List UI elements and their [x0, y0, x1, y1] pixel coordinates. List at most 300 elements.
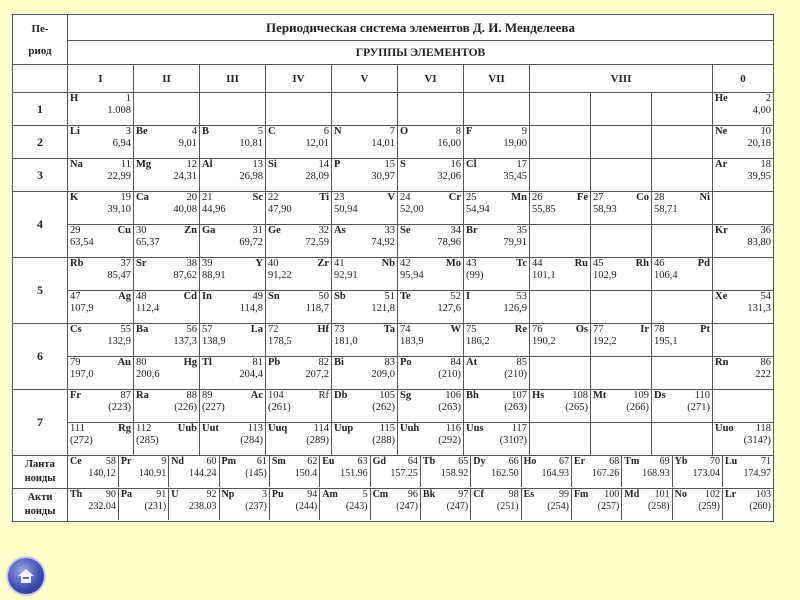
atomic-number: 99: [558, 489, 569, 500]
atomic-number: 42: [400, 258, 411, 269]
atomic-mass: (314?): [743, 435, 771, 446]
empty-cell: [713, 390, 774, 423]
empty-cell: [530, 423, 591, 456]
element-symbol: In: [202, 291, 212, 302]
atomic-mass: 162.50: [491, 468, 519, 479]
atomic-mass: (272): [70, 435, 93, 446]
atomic-mass: 44,96: [202, 204, 226, 215]
element-symbol: Hf: [317, 324, 329, 335]
element-cell: [713, 225, 774, 258]
atomic-mass: 106,4: [654, 270, 678, 281]
atomic-mass: (257): [597, 501, 620, 512]
element-symbol: Rf: [318, 390, 329, 401]
element-symbol: Mo: [445, 258, 461, 269]
periodic-table-sheet: [12, 14, 774, 522]
empty-cell: [398, 93, 464, 126]
series-element-cell: [169, 489, 219, 520]
element-symbol: Sb: [334, 291, 346, 302]
element-cell: [134, 357, 200, 390]
element-symbol: Xe: [715, 291, 728, 302]
atomic-number: 82: [318, 357, 329, 368]
series-element-cell: [269, 489, 319, 520]
element-cell: [398, 225, 464, 258]
element-cell: [530, 390, 591, 423]
atomic-mass: 58,71: [654, 204, 678, 215]
series-element-cell: [370, 489, 420, 520]
atomic-mass: 114,8: [239, 303, 263, 314]
atomic-number: 54: [760, 291, 771, 302]
home-arrow-icon[interactable]: [8, 558, 44, 594]
empty-cell: [652, 357, 713, 390]
atomic-mass: 47,90: [268, 204, 292, 215]
atomic-mass: 54,94: [466, 204, 490, 215]
atomic-mass: 118,7: [305, 303, 329, 314]
atomic-mass: 85,47: [107, 270, 131, 281]
atomic-mass: 83,80: [747, 237, 771, 248]
element-symbol: Ca: [136, 192, 149, 203]
element-cell: [332, 390, 398, 423]
atomic-number: 80: [136, 357, 147, 368]
element-symbol: Ag: [118, 291, 131, 302]
atomic-mass: (265): [565, 402, 588, 413]
atomic-mass: 138,9: [202, 336, 226, 347]
atomic-number: 68: [609, 456, 620, 467]
element-symbol: U: [171, 489, 179, 500]
element-symbol: As: [334, 225, 346, 236]
element-cell: [68, 357, 134, 390]
atomic-mass: 65,37: [136, 237, 160, 248]
atomic-mass: (210): [504, 369, 527, 380]
element-symbol: Si: [268, 159, 277, 170]
empty-cell: [530, 126, 591, 159]
element-symbol: He: [715, 93, 728, 104]
atomic-mass: (285): [136, 435, 159, 446]
atomic-number: 2: [765, 93, 771, 104]
series-element-cell: [622, 456, 672, 487]
atomic-mass: 39,10: [107, 204, 131, 215]
period-row: [13, 258, 774, 291]
atomic-mass: (244): [295, 501, 318, 512]
element-cell: [266, 225, 332, 258]
element-symbol: F: [466, 126, 473, 137]
series-element-cell: [672, 456, 722, 487]
atomic-mass: 50,94: [334, 204, 358, 215]
atomic-number: 78: [654, 324, 665, 335]
element-symbol: Pu: [271, 489, 284, 500]
atomic-mass: 6,94: [112, 138, 131, 149]
period-row: [13, 324, 774, 357]
element-symbol: Mn: [511, 192, 527, 203]
period-number: 5: [13, 258, 68, 324]
actinides-inner-table: [68, 489, 773, 520]
element-cell: [464, 225, 530, 258]
atomic-mass: 151.96: [340, 468, 368, 479]
series-element-cell: [521, 456, 571, 487]
empty-cell: [134, 93, 200, 126]
atomic-number: 70: [709, 456, 720, 467]
atomic-number: 104: [268, 390, 284, 401]
element-symbol: Tm: [624, 456, 640, 467]
element-symbol: Os: [575, 324, 588, 335]
element-cell: [398, 159, 464, 192]
atomic-mass: 131,3: [747, 303, 771, 314]
empty-cell: [530, 159, 591, 192]
atomic-number: 6: [323, 126, 329, 137]
element-symbol: Ir: [640, 324, 649, 335]
element-cell: [200, 192, 266, 225]
series-element-cell: [320, 456, 370, 487]
atomic-number: 101: [654, 489, 670, 500]
atomic-mass: 137,3: [173, 336, 197, 347]
atomic-mass: 168.93: [642, 468, 670, 479]
element-symbol: No: [674, 489, 687, 500]
element-symbol: Zn: [184, 225, 197, 236]
element-symbol: V: [387, 192, 395, 203]
atomic-mass: 58,93: [593, 204, 617, 215]
element-cell: [266, 258, 332, 291]
element-symbol: Al: [202, 159, 213, 170]
element-cell: [200, 324, 266, 357]
atomic-mass: (271): [687, 402, 710, 413]
group-label: VII: [464, 65, 530, 93]
element-symbol: Sr: [136, 258, 147, 269]
group-label: VIII: [530, 65, 713, 93]
atomic-number: 8: [455, 126, 461, 137]
element-cell: [134, 159, 200, 192]
atomic-mass: 158.92: [440, 468, 469, 479]
atomic-mass: 22,99: [107, 171, 131, 182]
element-cell: [332, 225, 398, 258]
element-cell: [398, 357, 464, 390]
element-symbol: Uus: [466, 423, 484, 434]
atomic-number: 58: [105, 456, 116, 467]
period-row: [13, 390, 774, 423]
element-symbol: Sm: [271, 456, 286, 467]
element-symbol: La: [250, 324, 263, 335]
atomic-mass: 207,2: [305, 369, 329, 380]
element-symbol: B: [202, 126, 210, 137]
element-symbol: K: [70, 192, 79, 203]
element-symbol: Ho: [523, 456, 537, 467]
empty-cell: [713, 192, 774, 225]
actinides-label-line1: Акти: [27, 492, 53, 503]
atomic-number: 114: [313, 423, 329, 434]
atomic-number: 64: [407, 456, 418, 467]
element-symbol: Eu: [322, 456, 335, 467]
atomic-mass: 26,98: [239, 171, 263, 182]
element-cell: [68, 390, 134, 423]
element-cell: [398, 423, 464, 456]
element-cell: [530, 192, 591, 225]
element-symbol: Uub: [177, 423, 197, 434]
empty-cell: [652, 159, 713, 192]
element-cell: [464, 159, 530, 192]
element-cell: [266, 357, 332, 390]
atomic-mass: 40,08: [173, 204, 197, 215]
atomic-mass: (99): [466, 270, 484, 281]
element-cell: [464, 291, 530, 324]
empty-cell: [332, 93, 398, 126]
element-cell: [591, 390, 652, 423]
atomic-mass: 178,5: [268, 336, 292, 347]
element-cell: [332, 357, 398, 390]
atomic-mass: (288): [372, 435, 395, 446]
element-symbol: Rb: [70, 258, 84, 269]
element-cell: [266, 423, 332, 456]
group-label: V: [332, 65, 398, 93]
atomic-number: 47: [70, 291, 81, 302]
series-element-cell: [622, 489, 672, 520]
element-symbol: Gd: [372, 456, 386, 467]
atomic-number: 94: [307, 489, 318, 500]
atomic-mass: 91,22: [268, 270, 292, 281]
element-symbol: Pd: [697, 258, 710, 269]
element-cell: [591, 192, 652, 225]
atomic-number: 102: [704, 489, 720, 500]
atomic-mass: 10,81: [239, 138, 263, 149]
atomic-number: 41: [334, 258, 345, 269]
element-cell: [398, 291, 464, 324]
element-symbol: Bh: [466, 390, 479, 401]
atomic-number: 67: [558, 456, 569, 467]
element-cell: [464, 192, 530, 225]
atomic-mass: 173.04: [692, 468, 720, 479]
period-number: 7: [13, 390, 68, 456]
element-symbol: Cr: [448, 192, 461, 203]
atomic-number: 14: [318, 159, 329, 170]
element-symbol: Po: [400, 357, 412, 368]
atomic-number: 92: [206, 489, 217, 500]
atomic-number: 73: [334, 324, 345, 335]
atomic-number: 24: [400, 192, 411, 203]
empty-cell: [652, 225, 713, 258]
element-symbol: Uut: [202, 423, 219, 434]
group-label: I: [68, 65, 134, 93]
period-number: 3: [13, 159, 68, 192]
element-cell: [134, 258, 200, 291]
series-element-cell: [68, 489, 118, 520]
series-element-cell: [521, 489, 571, 520]
element-cell: [713, 357, 774, 390]
element-symbol: N: [334, 126, 342, 137]
atomic-number: 76: [532, 324, 543, 335]
element-cell: [652, 258, 713, 291]
element-cell: [398, 192, 464, 225]
atomic-mass: (292): [438, 435, 461, 446]
atomic-mass: (261): [268, 402, 291, 413]
atomic-mass: 92,91: [334, 270, 358, 281]
element-symbol: Mg: [136, 159, 152, 170]
atomic-mass: 9,01: [178, 138, 197, 149]
atomic-number: 16: [450, 159, 461, 170]
element-symbol: Sg: [400, 390, 412, 401]
element-cell: [200, 390, 266, 423]
element-symbol: Nd: [171, 456, 184, 467]
element-symbol: Bi: [334, 357, 344, 368]
lanthanides-label: [13, 456, 68, 489]
element-symbol: Ge: [268, 225, 281, 236]
element-symbol: Es: [523, 489, 535, 500]
atomic-mass: 132,9: [107, 336, 131, 347]
atomic-mass: 232.04: [88, 501, 116, 512]
lanthanides-series: [68, 456, 774, 489]
element-symbol: S: [400, 159, 406, 170]
atomic-mass: 1.008: [107, 105, 131, 116]
atomic-mass: (258): [647, 501, 670, 512]
group-label: III: [200, 65, 266, 93]
atomic-number: 85: [516, 357, 527, 368]
atomic-number: 110: [694, 390, 710, 401]
element-symbol: Uuh: [400, 423, 420, 434]
atomic-mass: (263): [438, 402, 461, 413]
element-symbol: Fr: [70, 390, 82, 401]
series-element-cell: [722, 489, 773, 520]
element-symbol: Yb: [674, 456, 688, 467]
atomic-mass: (289): [306, 435, 329, 446]
element-symbol: C: [268, 126, 276, 137]
series-element-cell: [169, 456, 219, 487]
element-cell: [68, 192, 134, 225]
atomic-mass: 200,6: [136, 369, 160, 380]
atomic-mass: 204,4: [239, 369, 263, 380]
element-cell: [134, 390, 200, 423]
element-cell: [332, 423, 398, 456]
element-symbol: Cf: [473, 489, 484, 500]
series-element-cell: [219, 489, 269, 520]
element-cell: [68, 225, 134, 258]
element-cell: [134, 291, 200, 324]
atomic-number: 100: [604, 489, 620, 500]
element-symbol: Mt: [593, 390, 607, 401]
series-element-cell: [68, 456, 118, 487]
lanthanides-row: [13, 456, 774, 489]
group-label: IV: [266, 65, 332, 93]
element-symbol: Ds: [654, 390, 666, 401]
element-symbol: Pr: [120, 456, 132, 467]
atomic-mass: (266): [626, 402, 649, 413]
atomic-number: 56: [186, 324, 197, 335]
atomic-mass: 63,54: [70, 237, 94, 248]
element-symbol: Ba: [136, 324, 149, 335]
element-symbol: Ac: [250, 390, 263, 401]
atomic-number: 32: [318, 225, 329, 236]
element-cell: [68, 159, 134, 192]
atomic-mass: 183,9: [400, 336, 424, 347]
atomic-mass: (243): [345, 501, 368, 512]
atomic-mass: 121,8: [371, 303, 395, 314]
element-cell: [398, 126, 464, 159]
atomic-mass: 72,59: [305, 237, 329, 248]
element-symbol: Rn: [715, 357, 729, 368]
empty-cell: [530, 357, 591, 390]
atomic-mass: 16,00: [437, 138, 461, 149]
atomic-mass: 140.91: [138, 468, 167, 479]
atomic-number: 60: [206, 456, 217, 467]
element-cell: [332, 192, 398, 225]
atomic-number: 3: [261, 489, 267, 500]
element-cell: [266, 192, 332, 225]
atomic-mass: 209,0: [371, 369, 395, 380]
atomic-number: 49: [252, 291, 263, 302]
atomic-number: 17: [516, 159, 527, 170]
atomic-mass: 107,9: [70, 303, 94, 314]
atomic-mass: 39,95: [747, 171, 771, 182]
atomic-mass: 20,18: [747, 138, 771, 149]
element-cell: [530, 258, 591, 291]
element-cell: [464, 258, 530, 291]
element-cell: [713, 423, 774, 456]
element-cell: [134, 126, 200, 159]
atomic-number: 43: [466, 258, 477, 269]
atomic-mass: 52,00: [400, 204, 424, 215]
element-cell: [464, 126, 530, 159]
element-symbol: Be: [136, 126, 148, 137]
element-cell: [464, 390, 530, 423]
element-symbol: Te: [400, 291, 411, 302]
element-symbol: Ce: [70, 456, 82, 467]
atomic-mass: 222: [755, 369, 771, 380]
element-cell: [332, 159, 398, 192]
atomic-number: 11: [120, 159, 131, 170]
element-symbol: O: [400, 126, 409, 137]
series-element-cell: [471, 489, 521, 520]
series-element-cell: [118, 456, 168, 487]
group-label: II: [134, 65, 200, 93]
element-cell: [332, 258, 398, 291]
empty-cell: [713, 258, 774, 291]
atomic-mass: (260): [749, 501, 771, 512]
atomic-number: 28: [654, 192, 665, 203]
atomic-mass: 28,09: [305, 171, 329, 182]
atomic-number: 30: [136, 225, 147, 236]
element-symbol: Zr: [317, 258, 329, 269]
element-cell: [200, 225, 266, 258]
element-symbol: Uup: [334, 423, 354, 434]
atomic-number: 21: [202, 192, 213, 203]
element-cell: [200, 159, 266, 192]
element-symbol: Nb: [381, 258, 395, 269]
atomic-number: 71: [761, 456, 771, 467]
atomic-mass: 126,9: [503, 303, 527, 314]
atomic-mass: (254): [547, 501, 569, 512]
atomic-number: 13: [252, 159, 263, 170]
atomic-number: 39: [202, 258, 213, 269]
element-symbol: H: [70, 93, 79, 104]
atomic-number: 87: [120, 390, 131, 401]
empty-cell: [652, 423, 713, 456]
series-element-cell: [420, 489, 470, 520]
atomic-mass: 192,2: [593, 336, 617, 347]
element-cell: [332, 324, 398, 357]
element-symbol: Lu: [724, 456, 738, 467]
atomic-number: 20: [186, 192, 197, 203]
element-symbol: Ar: [715, 159, 728, 170]
atomic-mass: (284): [240, 435, 263, 446]
atomic-number: 106: [445, 390, 461, 401]
atomic-number: 9: [521, 126, 527, 137]
atomic-number: 22: [268, 192, 279, 203]
atomic-number: 84: [450, 357, 461, 368]
series-element-cell: [118, 489, 168, 520]
period-header-line1: Пе-: [31, 22, 49, 35]
atomic-number: 35: [516, 225, 527, 236]
element-cell: [266, 159, 332, 192]
empty-cell: [652, 93, 713, 126]
element-symbol: Rg: [118, 423, 131, 434]
atomic-number: 45: [593, 258, 604, 269]
element-cell: [68, 291, 134, 324]
atomic-number: 116: [445, 423, 461, 434]
